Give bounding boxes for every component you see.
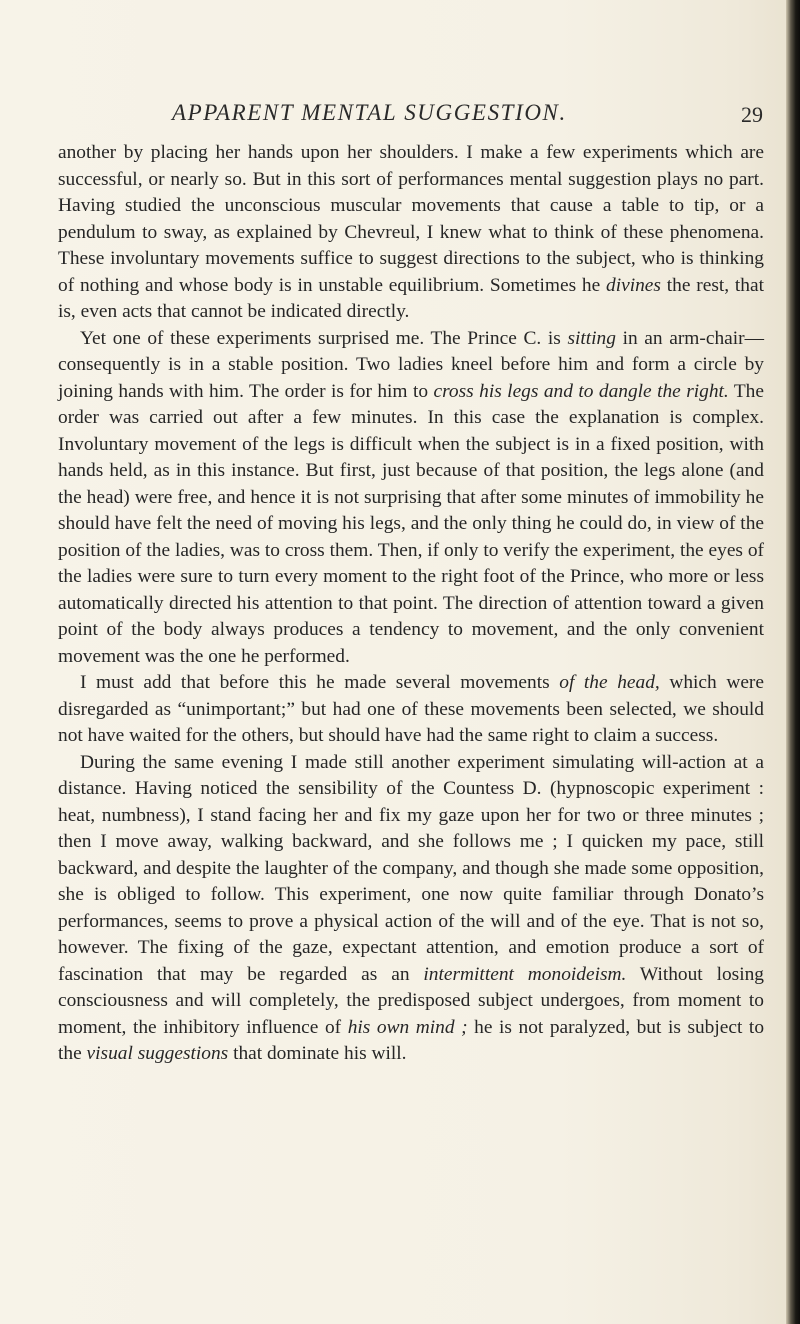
text-segment: which were disregarded as “unimportant;” but had one of these movements been selected, we should not have waited for the others, but should have had the same right to claim a success.	[58, 672, 764, 746]
body-text	[58, 140, 764, 1068]
text-segment: Without losing consciousness and will completely, the predisposed subject undergoes, from moment to moment, the inhibitory influence of	[58, 963, 765, 1038]
page-header	[0, 100, 800, 134]
page-number: 29	[741, 102, 763, 127]
italic-segment: of the head,	[559, 672, 660, 693]
text-segment: the rest, that is, even acts that cannot be indicated directly.	[58, 274, 764, 322]
running-title: APPARENT MENTAL SUGGESTION.	[172, 100, 567, 125]
paragraph-2	[58, 326, 764, 671]
text-segment: Yet one of these experiments surprised me. The Prince C. is	[80, 327, 568, 349]
text-segment: another by placing her hands upon her shoulders. I make a few experiments which are successful, or nearly so. But in this sort of performances mental suggestion plays no part. Having studied the unconscious muscular movements that cause a table to tip, or a pendulum to sway, as explained by Chevreul, I knew what to think of these phenomena. These involuntary movements suffice to suggest directions to the subject, who is thinking of nothing and whose body is in unstable equilibrium. Sometimes he	[58, 142, 764, 296]
text-segment: During the same evening I made still another experiment simulating will-action at a distance. Having noticed the sensibility of the Countess D. (hypnoscopic experiment : heat, numbness), I stand facing her and fix my gaze upon her for two or three minutes ; then I move away, walking backward, and she follows me ; I quicken my pace, still backward, and despite the laughter of the company, and though she made some opposition, she is obliged to follow. This experiment, one now quite familiar through Donato’s performances, seems to prove a physical action of the will and of the eye. That is not so, however. The fixing of the gaze, expectant attention, and emotion produce a sort of fascination that may be regarded as an	[58, 751, 764, 985]
italic-segment: visual suggestions	[86, 1043, 229, 1064]
text-segment: The order was carried out after a few minutes. In this case the explanation is complex. Involuntary movement of the legs is difficult when the subject is in a fixed position, with hands held, as in this instance. But first, just because of that position, the legs alone (and the head) were free, and hence it is not surprising that after some minutes of immobility he should have felt the need of moving his legs, and the only thing he could do, in view of the position of the ladies, was to cross them. Then, if only to verify the experiment, the eyes of the ladies were sure to turn every moment to the right foot of the Prince, who more or less automatically directed his attention to that point. The direction of attention toward a given point of the body always produces a tendency to movement, and the only convenient movement was the one he performed.	[58, 380, 764, 667]
italic-segment: cross his legs and to dangle the right.	[433, 380, 729, 402]
text-segment: he is not paralyzed, but is subject to the	[58, 1016, 765, 1064]
text-segment: I must add that before this he made several movements	[80, 672, 560, 693]
italic-segment: his own mind ;	[347, 1016, 468, 1038]
paragraph-3	[58, 670, 764, 750]
italic-segment: sitting	[567, 327, 616, 349]
paragraph-1	[58, 140, 764, 326]
italic-segment: divines	[606, 274, 661, 296]
italic-segment: intermittent monoideism.	[423, 963, 627, 985]
text-segment: in an arm-chair—consequently is in a stable position. Two ladies kneel before him and form a circle by joining hands with him. The order is for him to	[58, 327, 764, 402]
text-segment: that dominate his will.	[228, 1043, 407, 1064]
page-edge-shadow	[786, 0, 800, 1324]
paragraph-4	[58, 750, 764, 1068]
